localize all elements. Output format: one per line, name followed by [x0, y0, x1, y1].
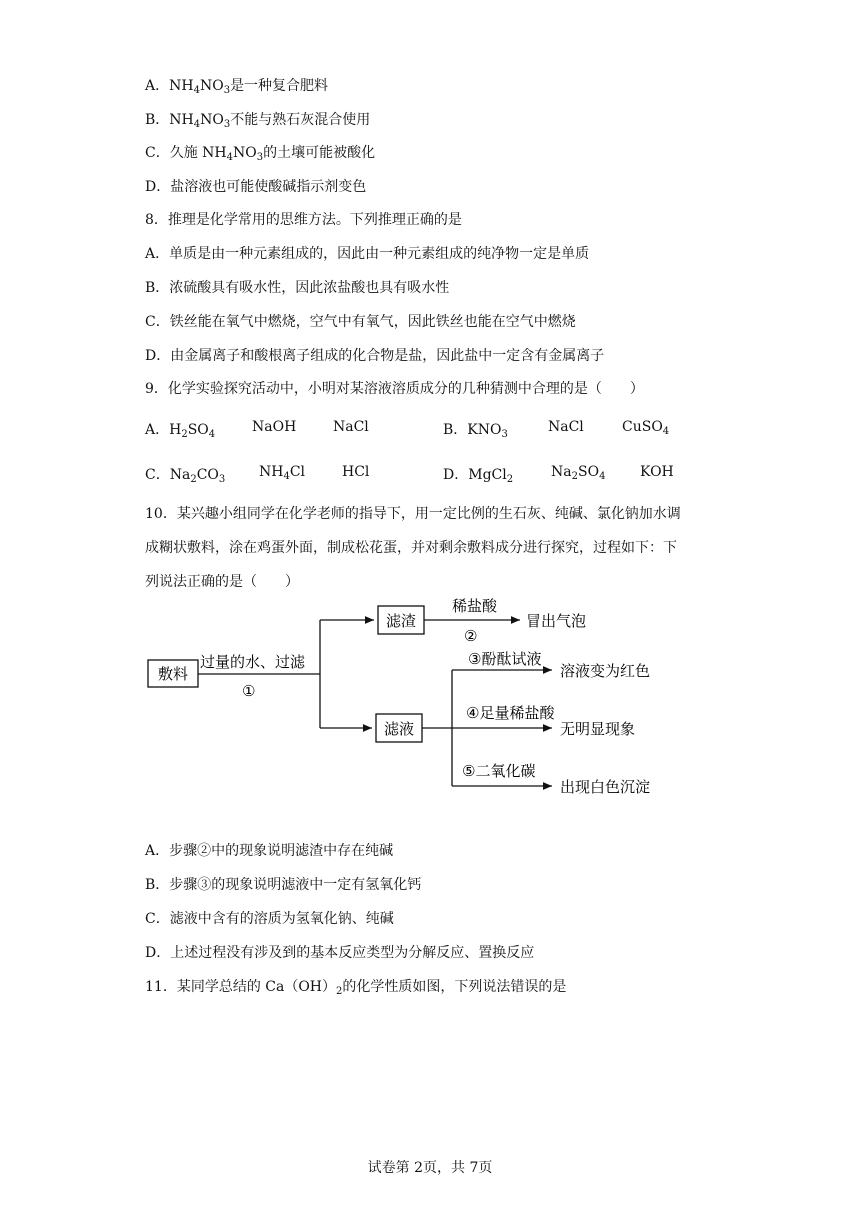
q8-option-a: A．单质是由一种元素组成的，因此由一种元素组成的纯净物一定是单质	[145, 246, 590, 262]
q9-option-c: C．$Na_2CO_3$	[145, 467, 226, 485]
step2-label: 稀盐酸	[452, 597, 498, 615]
q9-a-nacl: NaCl	[333, 419, 369, 435]
step2-num: ②	[464, 627, 478, 645]
q10-option-c: C．滤液中含有的溶质为氢氧化钠、纯碱	[145, 911, 394, 927]
residue-label: 滤渣	[385, 612, 417, 630]
q10-option-b: B．步骤③的现象说明滤液中一定有氢氧化钙	[145, 877, 422, 893]
filtrate-label: 滤液	[383, 720, 415, 738]
q9-b-nacl: NaCl	[548, 419, 584, 435]
step1-label: 过量的水、过滤	[200, 653, 306, 671]
q9-option-b: B．$KNO_3$	[443, 422, 508, 440]
q9-d-na2so4: $Na_2SO_4$	[551, 464, 606, 482]
result4: 无明显现象	[560, 720, 636, 738]
step4-label: ④足量稀盐酸	[466, 704, 555, 722]
q10-option-d: D．上述过程没有涉及到的基本反应类型为分解反应、置换反应	[145, 945, 535, 961]
q10-flow-diagram	[140, 590, 680, 805]
q10-stem-line1: 10．某兴趣小组同学在化学老师的指导下，用一定比例的生石灰、纯碱、氯化钠加水调	[145, 506, 681, 522]
q9-stem: 9．化学实验探究活动中，小明对某溶液溶质成分的几种猜测中合理的是（ ）	[145, 381, 644, 397]
q8-option-c: C．铁丝能在氧气中燃烧，空气中有氧气，因此铁丝也能在空气中燃烧	[145, 314, 576, 330]
q7-option-c: C．久施 $NH_4NO_3$的土壤可能被酸化	[145, 145, 376, 163]
step3-label: ③酚酞试液	[468, 650, 542, 668]
q8-option-b: B．浓硫酸具有吸水性，因此浓盐酸也具有吸水性	[145, 280, 450, 296]
q8-stem: 8．推理是化学常用的思维方法。下列推理正确的是	[145, 212, 462, 228]
page-footer: 试卷第 2页，共 7页	[367, 1160, 493, 1176]
q9-d-koh: KOH	[640, 464, 674, 480]
q10-stem-line3: 列说法正确的是（ ）	[145, 574, 299, 590]
q9-c-nh4cl: $NH_4Cl$	[259, 464, 306, 482]
q7-option-b: B．$NH_4NO_3$不能与熟石灰混合使用	[145, 112, 371, 130]
start-label: 敷料	[157, 665, 189, 683]
q9-option-a: A．$H_2SO_4$	[145, 422, 216, 440]
q11-stem: 11．某同学总结的 $Ca(OH)_2$的化学性质如图，下列说法错误的是	[145, 979, 567, 997]
result2: 冒出气泡	[526, 612, 587, 630]
q9-c-hcl: HCl	[342, 464, 370, 480]
q9-a-naoh: NaOH	[252, 419, 297, 435]
step5-label: ⑤二氧化碳	[462, 762, 536, 780]
q10-stem-line2: 成糊状敷料，涂在鸡蛋外面，制成松花蛋，并对剩余敷料成分进行探究，过程如下：下	[145, 540, 677, 556]
q9-option-d: D．MgCl$_2$	[443, 467, 514, 485]
q9-b-cuso4: CuSO$_4$	[622, 419, 670, 437]
q10-option-a: A．步骤②中的现象说明滤渣中存在纯碱	[145, 843, 394, 859]
result3: 溶液变为红色	[560, 662, 651, 680]
q7-option-a: A．$NH_4NO_3$是一种复合肥料	[145, 78, 329, 96]
q7-option-d: D．盐溶液也可能使酸碱指示剂变色	[145, 179, 367, 195]
step1-num: ①	[242, 682, 256, 700]
q8-option-d: D．由金属离子和酸根离子组成的化合物是盐，因此盐中一定含有金属离子	[145, 348, 605, 364]
result5: 出现白色沉淀	[560, 778, 651, 796]
